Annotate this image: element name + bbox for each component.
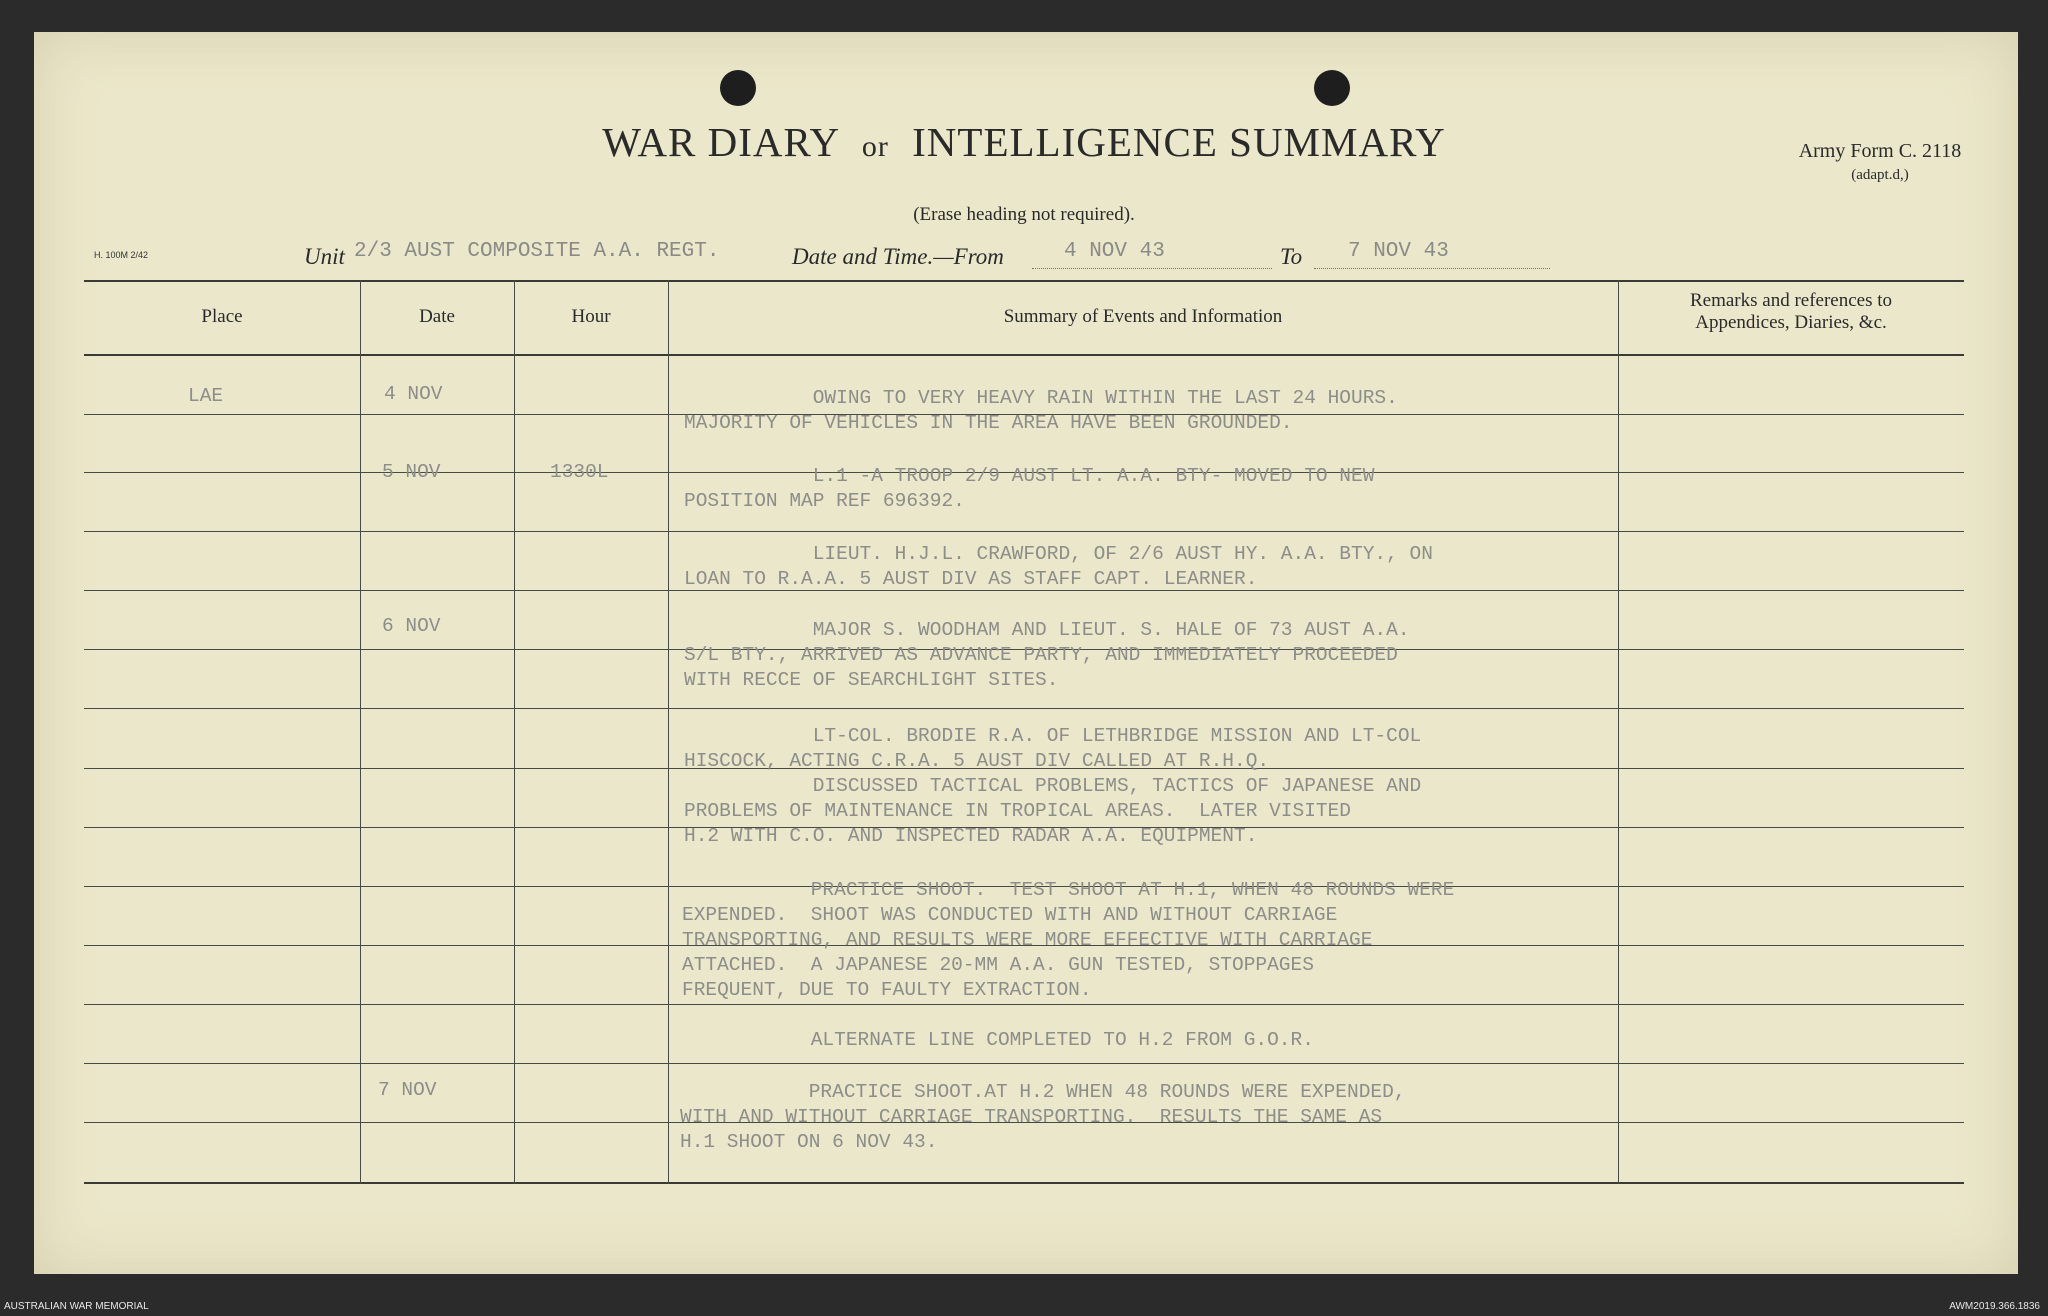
summary-line: H.2 WITH C.O. AND INSPECTED RADAR A.A. EQUIPMENT. <box>684 825 1258 847</box>
column-rule <box>1618 280 1619 1184</box>
entry-place: LAE <box>188 385 224 407</box>
unit-value: 2/3 AUST COMPOSITE A.A. REGT. <box>354 240 720 263</box>
column-header-hour: Hour <box>571 306 611 327</box>
form-title <box>0 118 2048 166</box>
summary-line: MAJOR S. WOODHAM AND LIEUT. S. HALE OF 73 AUST A.A. <box>684 619 1410 641</box>
army-form-number <box>1760 140 2000 184</box>
remarks-header-line1: Remarks and references to <box>1689 290 1893 311</box>
summary-line: EXPENDED. SHOOT WAS CONDUCTED WITH AND WITHOUT CARRIAGE <box>682 904 1338 926</box>
entry-summary <box>684 724 1421 849</box>
summary-line: ALTERNATE LINE COMPLETED TO H.2 FROM G.O.R. <box>682 1029 1314 1051</box>
entry-date: 4 NOV <box>384 383 443 405</box>
form-subtitle: (Erase heading not required). <box>913 204 1135 225</box>
summary-line: ATTACHED. A JAPANESE 20-MM A.A. GUN TESTED, STOPPAGES <box>682 954 1314 976</box>
title-intelligence-summary: INTELLIGENCE SUMMARY <box>912 119 1446 165</box>
date-time-label: Date and Time.—From <box>792 244 1004 269</box>
diary-table <box>84 280 1964 1184</box>
summary-line: FREQUENT, DUE TO FAULTY EXTRACTION. <box>682 979 1092 1001</box>
table-top-rule <box>84 280 1964 282</box>
entry-date: 5 NOV <box>382 461 441 483</box>
row-rule <box>84 531 1964 532</box>
entry-summary <box>682 1028 1314 1053</box>
archive-reference: AWM2019.366.1836 <box>1949 1301 2040 1312</box>
summary-line: POSITION MAP REF 696392. <box>684 490 965 512</box>
summary-line: HISCOCK, ACTING C.R.A. 5 AUST DIV CALLED AT R.H.Q. <box>684 750 1270 772</box>
summary-line: PROBLEMS OF MAINTENANCE IN TROPICAL AREAS. LATER VISITED <box>684 800 1352 822</box>
title-war-diary: WAR DIARY <box>602 119 839 165</box>
entry-summary <box>682 878 1454 1003</box>
unit-label: Unit <box>304 244 345 269</box>
column-header-summary: Summary of Events and Information <box>1003 306 1283 327</box>
entry-summary <box>680 1080 1406 1155</box>
column-rule <box>514 280 515 1184</box>
archive-credit: AUSTRALIAN WAR MEMORIAL <box>4 1301 149 1312</box>
summary-line: PRACTICE SHOOT.AT H.2 WHEN 48 ROUNDS WERE EXPENDED, <box>680 1081 1406 1103</box>
entry-hour: 1330L <box>550 461 609 483</box>
summary-line: S/L BTY., ARRIVED AS ADVANCE PARTY, AND IMMEDIATELY PROCEEDED <box>684 644 1398 666</box>
army-form-label: Army Form C. 2118 <box>1798 140 1962 162</box>
to-label: To <box>1280 244 1303 269</box>
column-header-place: Place <box>201 306 243 327</box>
column-header-date: Date <box>419 306 455 327</box>
from-value: 4 NOV 43 <box>1064 240 1165 263</box>
army-form-sub: (adapt.d,) <box>1851 167 1909 183</box>
to-value: 7 NOV 43 <box>1348 240 1449 263</box>
to-dotted-line <box>1314 268 1550 269</box>
entry-summary <box>684 542 1433 592</box>
punch-hole <box>1314 70 1350 106</box>
summary-line: WITH RECCE OF SEARCHLIGHT SITES. <box>684 669 1059 691</box>
summary-line: L.1 -A TROOP 2/9 AUST LT. A.A. BTY- MOVED TO NEW <box>684 465 1375 487</box>
column-rule <box>668 280 669 1184</box>
summary-line: WITH AND WITHOUT CARRIAGE TRANSPORTING. RESULTS THE SAME AS <box>680 1106 1383 1128</box>
entry-date: 7 NOV <box>378 1079 437 1101</box>
row-rule <box>84 1004 1964 1005</box>
entry-summary <box>684 464 1374 514</box>
column-header-remarks <box>1618 290 1964 334</box>
row-rule <box>84 1063 1964 1064</box>
summary-line: LOAN TO R.A.A. 5 AUST DIV AS STAFF CAPT. LEARNER. <box>684 568 1258 590</box>
remarks-header-line2: Appendices, Diaries, &c. <box>1695 312 1887 333</box>
summary-line: H.1 SHOOT ON 6 NOV 43. <box>680 1131 938 1153</box>
entry-summary <box>684 386 1398 436</box>
from-dotted-line <box>1032 268 1272 269</box>
table-bottom-rule <box>84 1182 1964 1184</box>
entry-date: 6 NOV <box>382 615 441 637</box>
summary-line: OWING TO VERY HEAVY RAIN WITHIN THE LAST 24 HOURS. <box>684 387 1398 409</box>
summary-line: LT-COL. BRODIE R.A. OF LETHBRIDGE MISSION AND LT-COL <box>684 725 1422 747</box>
print-code: H. 100M 2/42 <box>94 250 149 260</box>
column-rule <box>360 280 361 1184</box>
row-rule <box>84 708 1964 709</box>
header-rule <box>84 354 1964 356</box>
summary-line: LIEUT. H.J.L. CRAWFORD, OF 2/6 AUST HY. A.A. BTY., ON <box>684 543 1433 565</box>
summary-line: PRACTICE SHOOT. TEST SHOOT AT H.1, WHEN 48 ROUNDS WERE <box>682 879 1455 901</box>
title-or: or <box>861 130 889 163</box>
entry-summary <box>684 618 1410 693</box>
summary-line: MAJORITY OF VEHICLES IN THE AREA HAVE BEEN GROUNDED. <box>684 412 1293 434</box>
summary-line: DISCUSSED TACTICAL PROBLEMS, TACTICS OF JAPANESE AND <box>684 775 1422 797</box>
punch-hole <box>720 70 756 106</box>
summary-line: TRANSPORTING, AND RESULTS WERE MORE EFFECTIVE WITH CARRIAGE <box>682 929 1373 951</box>
